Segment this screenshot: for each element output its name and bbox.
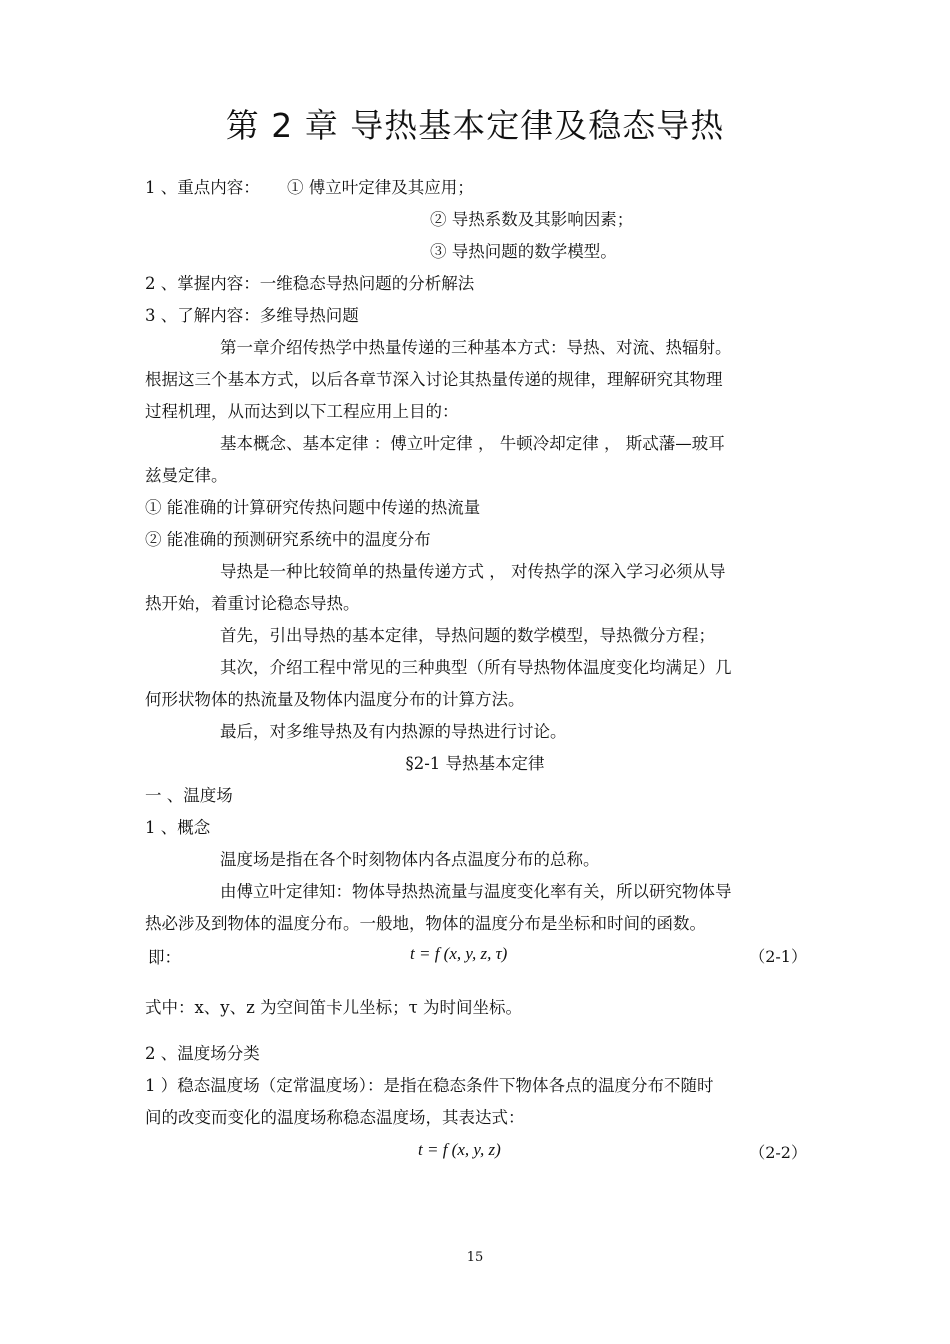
equation-2-2: t = f (x, y, z) xyxy=(418,1140,501,1159)
goal-2: ② 能准确的预测研究系统中的温度分布 xyxy=(145,530,431,549)
fourier-line2: 热必涉及到物体的温度分布。一般地，物体的温度分布是坐标和时间的函数。 xyxy=(145,914,706,933)
steady-line1: 1 ）稳态温度场（定常温度场）：是指在稳态条件下物体各点的温度分布不随时 xyxy=(145,1076,714,1095)
key-point-3: ③ 导热问题的数学模型。 xyxy=(430,242,617,261)
intro-p3-line2: 热开始，着重讨论稳态导热。 xyxy=(145,594,360,613)
subsection-concept: 1 、概念 xyxy=(145,818,211,837)
goal-1: ① 能准确的计算研究传热问题中传递的热流量 xyxy=(145,498,481,517)
coordinate-note: 式中：x、y、z 为空间笛卡儿坐标；τ 为时间坐标。 xyxy=(145,998,522,1017)
first-paragraph: 首先，引出导热的基本定律，导热问题的数学模型，导热微分方程； xyxy=(220,626,715,645)
understand-content: 3 、了解内容：多维导热问题 xyxy=(145,306,359,325)
intro-p1-line3: 过程机理，从而达到以下工程应用上目的： xyxy=(145,402,459,421)
intro-p1-line2: 根据这三个基本方式，以后各章节深入讨论其热量传递的规律，理解研究其物理 xyxy=(145,370,723,389)
subsection-temperature-field: 一 、温度场 xyxy=(145,786,233,805)
fourier-line1: 由傅立叶定律知：物体导热热流量与温度变化率有关，所以研究物体导 xyxy=(220,882,732,901)
chapter-title: 第 2 章 导热基本定律及稳态导热 xyxy=(225,106,725,145)
page-number: 15 xyxy=(466,1250,484,1265)
equation-2-1: t = f (x, y, z, τ) xyxy=(410,944,508,963)
intro-p1-line1: 第一章介绍传热学中热量传递的三种基本方式：导热、对流、热辐射。 xyxy=(220,338,732,357)
master-content: 2 、掌握内容：一维稳态导热问题的分析解法 xyxy=(145,274,475,293)
key-point-2: ② 导热系数及其影响因素； xyxy=(430,210,634,229)
second-line2: 何形状物体的热流量及物体内温度分布的计算方法。 xyxy=(145,690,525,709)
intro-p3-line1: 导热是一种比较简单的热量传递方式 ， 对传热学的深入学习必须从导 xyxy=(220,562,726,581)
subsection-classification: 2 、温度场分类 xyxy=(145,1044,260,1063)
steady-line2: 间的改变而变化的温度场称稳态温度场，其表达式： xyxy=(145,1108,525,1127)
equation-number-2-2: （2-2） xyxy=(749,1143,807,1162)
section-title: §2-1 导热基本定律 xyxy=(405,754,545,773)
definition: 温度场是指在各个时刻物体内各点温度分布的总称。 xyxy=(220,850,600,869)
equation-prefix: 即： xyxy=(148,948,181,967)
key-points-label: 1 、重点内容： xyxy=(145,178,260,197)
key-point-1: ① 傅立叶定律及其应用； xyxy=(287,178,474,197)
equation-number-2-1: （2-1） xyxy=(749,947,807,966)
intro-p2-line2: 兹曼定律。 xyxy=(145,466,228,485)
last-paragraph: 最后，对多维导热及有内热源的导热进行讨论。 xyxy=(220,722,567,741)
second-line1: 其次，介绍工程中常见的三种典型（所有导热物体温度变化均满足）几 xyxy=(220,658,732,677)
intro-p2-line1: 基本概念、基本定律 ：傅立叶定律 ， 牛顿冷却定律 ， 斯忒藩—玻耳 xyxy=(220,434,725,453)
